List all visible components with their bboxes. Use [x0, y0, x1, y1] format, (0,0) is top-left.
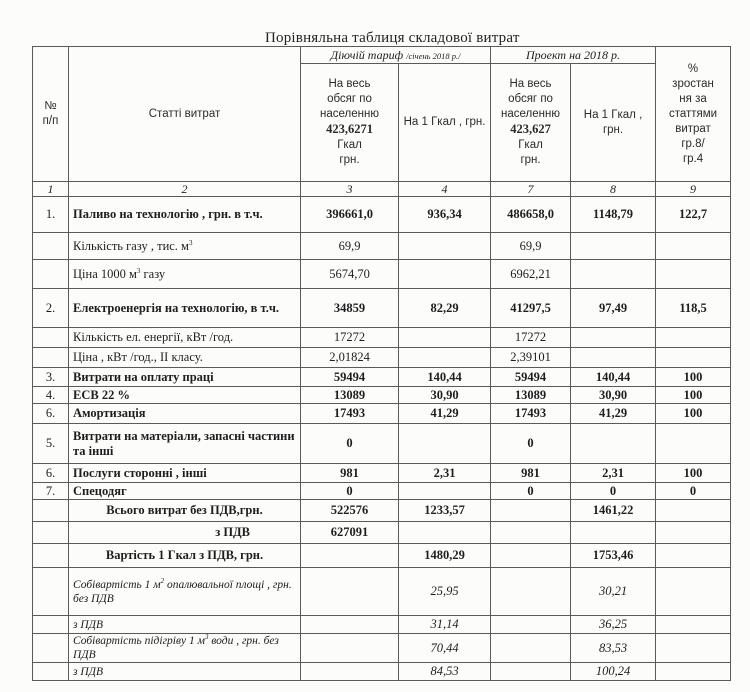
growth-line: гр.8/ [681, 137, 705, 150]
cost-item-label [69, 522, 301, 544]
cost-item-label [69, 368, 301, 387]
value-cell-c4: 25,95 [399, 568, 491, 616]
value-cell-c3: 981 [301, 464, 399, 483]
cost-item-label [69, 233, 301, 260]
table-row [33, 634, 731, 663]
row-number [33, 634, 69, 663]
value-cell-c8 [571, 233, 656, 260]
value-cell-c9: 100 [656, 464, 731, 483]
table-row [33, 197, 731, 233]
value-cell-c8: 1461,22 [571, 500, 656, 522]
value-cell-c7: 486658,0 [491, 197, 571, 233]
value-cell-c4 [399, 522, 491, 544]
value-cell-c7: 0 [491, 483, 571, 500]
value-cell-c7 [491, 634, 571, 663]
cost-item-label [69, 424, 301, 464]
cost-item-label [69, 464, 301, 483]
value-cell-c4: 2,31 [399, 464, 491, 483]
header-line: грн. [520, 154, 541, 166]
table-row [33, 483, 731, 500]
header-group-current-tariff [301, 47, 491, 64]
row-number: 6. [33, 464, 69, 483]
value-cell-c3: 2,01824 [301, 348, 399, 368]
value-cell-c9: 100 [656, 387, 731, 404]
value-cell-c7 [491, 568, 571, 616]
value-cell-c4: 1480,29 [399, 544, 491, 568]
value-cell-c9 [656, 424, 731, 464]
header-line: населенню [501, 108, 560, 120]
value-cell-c3 [301, 663, 399, 681]
cost-item-label [69, 500, 301, 522]
value-cell-c4: 31,14 [399, 616, 491, 634]
value-cell-c9 [656, 544, 731, 568]
growth-line: витрат [675, 122, 711, 135]
cost-item-label [69, 348, 301, 368]
value-cell-c9 [656, 616, 731, 634]
header-line: На весь [509, 78, 552, 90]
column-index: 1 [33, 182, 69, 197]
value-cell-c3: 5674,70 [301, 260, 399, 289]
table-row [33, 404, 731, 424]
value-cell-c4 [399, 328, 491, 348]
column-index: 9 [656, 182, 731, 197]
value-cell-c7: 981 [491, 464, 571, 483]
cost-item-text: Витрати на оплату праці [73, 369, 214, 384]
header-number-line2: п/п [42, 115, 59, 127]
value-cell-c7: 2,39101 [491, 348, 571, 368]
current-tariff-note: /січень 2018 р./ [406, 50, 461, 61]
header-line: На 1 Гкал , грн. [583, 108, 643, 136]
header-project-per-gcal [571, 64, 656, 182]
value-cell-c3 [301, 544, 399, 568]
value-cell-c7 [491, 616, 571, 634]
document-title: Порівняльна таблиця складової витрат [265, 30, 520, 46]
value-cell-c8 [571, 522, 656, 544]
cost-item-text: Послуги сторонні , інші [73, 465, 207, 480]
value-cell-c8: 0 [571, 483, 656, 500]
growth-line: статтями [668, 107, 718, 120]
cost-item-text-tail: газу [140, 266, 166, 281]
value-cell-c9 [656, 663, 731, 681]
value-cell-c7: 69,9 [491, 233, 571, 260]
value-cell-c7: 13089 [491, 387, 571, 404]
header-number [33, 47, 69, 182]
header-line: На 1 Гкал , грн. [403, 116, 486, 128]
value-cell-c7: 6962,21 [491, 260, 571, 289]
table-row [33, 464, 731, 483]
row-number [33, 233, 69, 260]
header-cost-items: Статті витрат [69, 47, 301, 182]
row-number [33, 663, 69, 681]
table-row [33, 568, 731, 616]
current-tariff-label: Діючій тариф [330, 47, 404, 62]
header-line: Гкал [518, 139, 543, 151]
value-cell-c9 [656, 568, 731, 616]
table-body [33, 197, 731, 681]
cost-item-text: Спецодяг [73, 483, 127, 498]
table-row [33, 387, 731, 404]
value-cell-c7: 59494 [491, 368, 571, 387]
value-cell-c8: 2,31 [571, 464, 656, 483]
cost-item-text-tail: опалювальної площі , грн. без ПДВ [73, 578, 292, 605]
cost-item-label [69, 568, 301, 616]
value-cell-c8: 41,29 [571, 404, 656, 424]
header-volume-value: 423,627 [510, 122, 551, 136]
header-current-per-gcal [399, 64, 491, 182]
column-index: 4 [399, 182, 491, 197]
value-cell-c7 [491, 663, 571, 681]
cost-item-text: з ПДВ [73, 665, 104, 678]
table-row [33, 368, 731, 387]
value-cell-c3 [301, 616, 399, 634]
value-cell-c3: 17272 [301, 328, 399, 348]
value-cell-c8: 30,90 [571, 387, 656, 404]
cost-item-label [69, 544, 301, 568]
cost-item-label [69, 260, 301, 289]
table-row [33, 424, 731, 464]
value-cell-c8 [571, 424, 656, 464]
table-row [33, 522, 731, 544]
value-cell-c4: 84,53 [399, 663, 491, 681]
value-cell-c7: 41297,5 [491, 289, 571, 328]
cost-item-label [69, 634, 301, 663]
cost-item-label [69, 289, 301, 328]
value-cell-c7: 17272 [491, 328, 571, 348]
row-number [33, 500, 69, 522]
table-row [33, 500, 731, 522]
table-row [33, 260, 731, 289]
value-cell-c4 [399, 348, 491, 368]
cost-item-text: Всього витрат без ПДВ,грн. [106, 503, 263, 517]
value-cell-c3: 0 [301, 424, 399, 464]
value-cell-c4 [399, 260, 491, 289]
row-number: 6. [33, 404, 69, 424]
cost-comparison-table [32, 46, 731, 681]
cost-item-label [69, 483, 301, 500]
cost-item-label [69, 387, 301, 404]
value-cell-c8 [571, 348, 656, 368]
row-number [33, 328, 69, 348]
growth-line: ня за [679, 92, 707, 105]
cost-item-text: з ПДВ [73, 618, 104, 631]
value-cell-c4: 41,29 [399, 404, 491, 424]
header-growth-percent [656, 47, 731, 182]
value-cell-c3: 627091 [301, 522, 399, 544]
value-cell-c8: 1148,79 [571, 197, 656, 233]
value-cell-c3: 34859 [301, 289, 399, 328]
header-line: обсяг по [327, 93, 372, 105]
value-cell-c7 [491, 500, 571, 522]
value-cell-c9 [656, 348, 731, 368]
cost-item-text: з ПДВ [215, 525, 250, 539]
cost-item-label [69, 404, 301, 424]
value-cell-c8: 36,25 [571, 616, 656, 634]
value-cell-c4: 936,34 [399, 197, 491, 233]
value-cell-c3: 59494 [301, 368, 399, 387]
row-number: 3. [33, 368, 69, 387]
value-cell-c9 [656, 522, 731, 544]
value-cell-c9: 122,7 [656, 197, 731, 233]
header-project-total [491, 64, 571, 182]
value-cell-c9 [656, 328, 731, 348]
row-number [33, 348, 69, 368]
row-number [33, 568, 69, 616]
header-line: На весь [328, 78, 371, 90]
column-index: 2 [69, 182, 301, 197]
cost-item-text: Електроенергія на технологію, в т.ч. [73, 300, 280, 315]
cost-item-label [69, 197, 301, 233]
cost-item-text: Витрати на матеріали, запасні частини та інші [73, 428, 295, 458]
table-row [33, 663, 731, 681]
value-cell-c8: 97,49 [571, 289, 656, 328]
table-row [33, 544, 731, 568]
value-cell-c3: 69,9 [301, 233, 399, 260]
table-row [33, 616, 731, 634]
value-cell-c8 [571, 260, 656, 289]
column-index: 8 [571, 182, 656, 197]
value-cell-c9: 100 [656, 404, 731, 424]
growth-line: зростан [672, 77, 714, 90]
value-cell-c8 [571, 328, 656, 348]
value-cell-c7: 17493 [491, 404, 571, 424]
value-cell-c8: 83,53 [571, 634, 656, 663]
value-cell-c9 [656, 260, 731, 289]
superscript: 3 [136, 266, 141, 275]
cost-item-label [69, 616, 301, 634]
value-cell-c3: 13089 [301, 387, 399, 404]
table-row [33, 233, 731, 260]
cost-item-label [69, 663, 301, 681]
value-cell-c3: 396661,0 [301, 197, 399, 233]
value-cell-c9: 100 [656, 368, 731, 387]
row-number: 1. [33, 197, 69, 233]
cost-item-text-tail: води , грн. без ПДВ [73, 635, 279, 661]
growth-line: гр.4 [682, 152, 704, 165]
value-cell-c7 [491, 544, 571, 568]
value-cell-c3: 0 [301, 483, 399, 500]
value-cell-c8: 1753,46 [571, 544, 656, 568]
superscript: 3 [204, 633, 209, 642]
value-cell-c4: 1233,57 [399, 500, 491, 522]
value-cell-c4: 82,29 [399, 289, 491, 328]
row-number [33, 544, 69, 568]
value-cell-c8: 30,21 [571, 568, 656, 616]
header-line: населенню [320, 108, 379, 120]
row-number [33, 260, 69, 289]
cost-item-text: Кількість ел. енергії, кВт /год. [73, 330, 234, 344]
value-cell-c9: 0 [656, 483, 731, 500]
header-growth-lines [660, 62, 726, 167]
row-number: 2. [33, 289, 69, 328]
value-cell-c8: 140,44 [571, 368, 656, 387]
value-cell-c8: 100,24 [571, 663, 656, 681]
value-cell-c4: 70,44 [399, 634, 491, 663]
row-number: 7. [33, 483, 69, 500]
cost-item-text: Кількість газу , тис. м [73, 238, 189, 253]
column-index-row [33, 182, 731, 197]
value-cell-c4 [399, 233, 491, 260]
cost-item-text: Вартість 1 Гкал з ПДВ, грн. [105, 548, 264, 562]
cost-item-text: Собівартість підігріву 1 м [73, 635, 205, 647]
table-row [33, 328, 731, 348]
table-row [33, 348, 731, 368]
cost-item-text: Паливо на технологію , грн. в т.ч. [73, 207, 263, 221]
growth-line: % [687, 62, 699, 75]
row-number [33, 616, 69, 634]
column-index: 7 [491, 182, 571, 197]
header-number-line1: № [44, 100, 57, 112]
cost-item-text: Ціна , кВт /год., II класу. [73, 350, 203, 364]
header-line: обсяг по [508, 93, 553, 105]
cost-item-text: Амортизація [73, 406, 146, 420]
value-cell-c4: 30,90 [399, 387, 491, 404]
value-cell-c4 [399, 424, 491, 464]
value-cell-c9 [656, 634, 731, 663]
row-number: 5. [33, 424, 69, 464]
cost-item-text: ЕСВ 22 % [73, 387, 130, 402]
header-current-total [301, 64, 399, 182]
header-line: грн. [339, 154, 360, 166]
table-row [33, 289, 731, 328]
value-cell-c3: 522576 [301, 500, 399, 522]
value-cell-c9 [656, 500, 731, 522]
value-cell-c3: 17493 [301, 404, 399, 424]
value-cell-c7: 0 [491, 424, 571, 464]
header-volume-value: 423,6271 [326, 122, 373, 136]
value-cell-c9 [656, 233, 731, 260]
cost-item-text: Собівартість 1 м [73, 578, 161, 591]
header-line: Гкал [337, 139, 362, 151]
value-cell-c3 [301, 568, 399, 616]
column-index: 3 [301, 182, 399, 197]
value-cell-c4 [399, 483, 491, 500]
header-group-project: Проект на 2018 р. [491, 47, 656, 64]
value-cell-c4: 140,44 [399, 368, 491, 387]
superscript: 3 [188, 238, 193, 247]
value-cell-c3 [301, 634, 399, 663]
value-cell-c9: 118,5 [656, 289, 731, 328]
row-number [33, 522, 69, 544]
superscript: 2 [160, 576, 165, 585]
value-cell-c7 [491, 522, 571, 544]
cost-item-label [69, 328, 301, 348]
row-number: 4. [33, 387, 69, 404]
cost-item-text: Ціна 1000 м [73, 266, 137, 281]
